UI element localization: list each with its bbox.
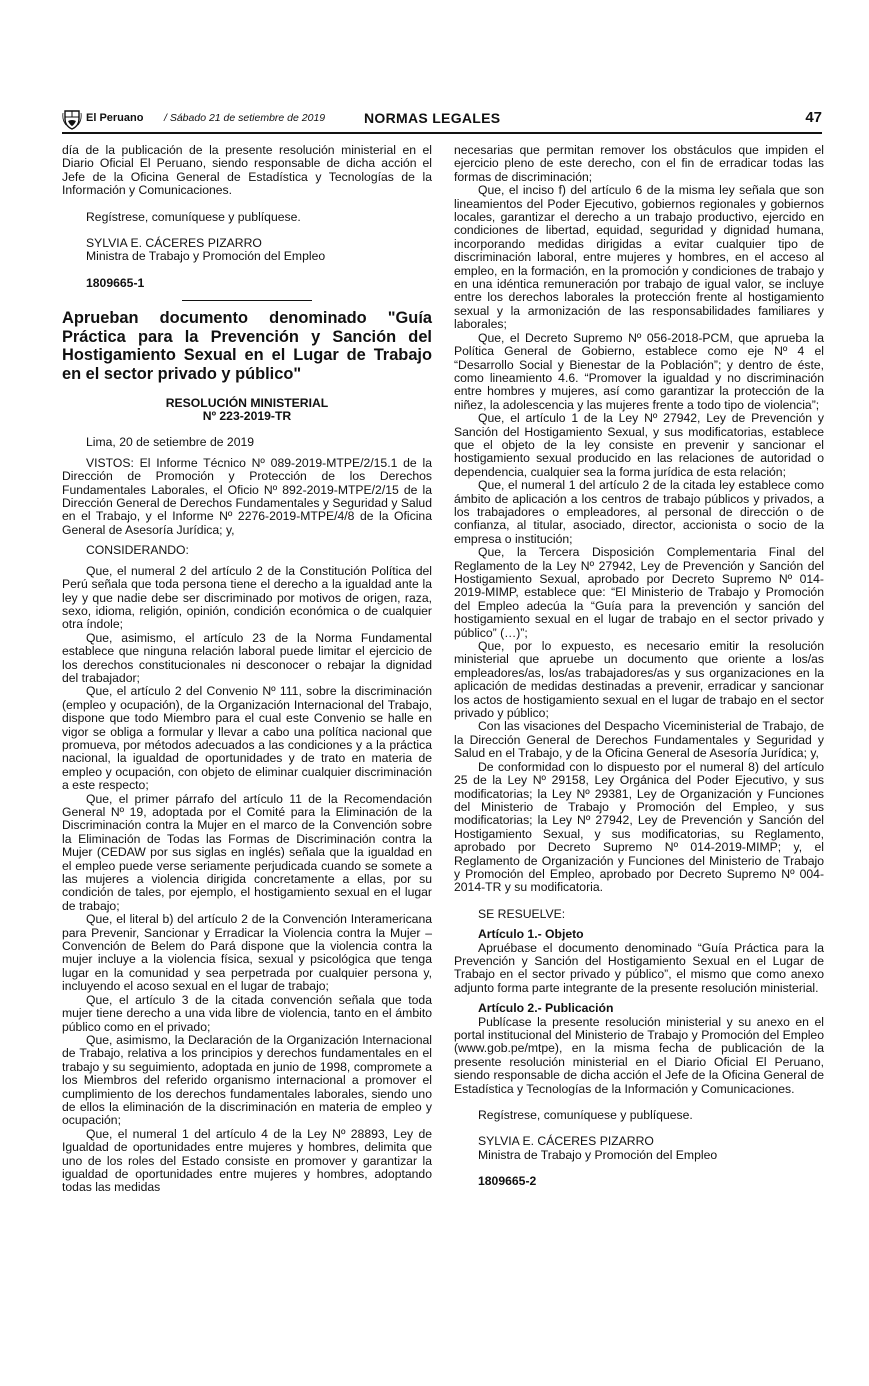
vistos-paragraph: VISTOS: El Informe Técnico Nº 089-2019-MTPE/2/15.1 de la Dirección de Promoción y Protección de los Derechos Fundamentales Laborales, el Oficio Nº 892-2019-MTPE/2/15 de la Dirección General de Derechos Fundamentales y Seguridad y Salud en el Trabajo, y el Informe Nº 2276-2019-MTPE/4/8 de la Oficina General de Asesoría Jurídica; y, [62,455,432,537]
page-number: 47 [805,109,822,126]
signer-name: SYLVIA E. CÁCERES PIZARRO [86,236,262,251]
paragraph: Que, la Tercera Disposición Complementaria Final del Reglamento de la Ley Nº 27942, Ley de Prevención y Sanción del Hostigamiento Sexual, aprobado por Decreto Supremo Nº 014-2019-MIMP, establece que: “El Ministerio de Trabajo y Promoción del Empleo adecúa la “Guía para la prevención y sanción del hostigamiento sexual en el lugar de trabajo en el sector privado y público” (…)”; [454,545,824,640]
place-date: Lima, 20 de setiembre de 2019 [86,435,255,450]
closing-formula: Regístrese, comuníquese y publíquese. [478,1108,693,1123]
paragraph: Que, el numeral 1 del artículo 2 de la citada ley establece como ámbito de aplicación a los centros de trabajo públicos y privados, a los trabajadores o empleadores, al personal de dirección o de confianza, al titular, asociado, director, accionista o socio de la empresa o institución; [454,478,824,546]
paragraph: Que, el inciso f) del artículo 6 de la misma ley señala que son lineamientos del Poder Ejecutivo, gobiernos regionales y gobiernos locales, garantizar el derecho a un trabajo productivo, ejercido en condiciones de libertad, equidad, seguridad y dignidad humana, incorporando medidas dirigidas a evitar cualquier tipo de discriminación laboral, entre mujeres y hombres, en el acceso al empleo, en la formación, en la promoción y condiciones de trabajo y en una idéntica remuneración por trabajo de igual valor, se incluye entre los derechos laborales la protección frente al hostigamiento sexual y la armonización de las responsabilidades familiares y laborales; [454,183,824,332]
paragraph: De conformidad con lo dispuesto por el numeral 8) del artículo 25 de la Ley Nº 29158, Ley Orgánica del Poder Ejecutivo, y sus modificatorias; la Ley Nº 29381, Ley de Organización y Funciones del Ministerio de Trabajo y Promoción del Empleo, y sus modificatorias; la Ley Nº 27942, Ley de Prevención y Sanción del Hostigamiento Sexual, y sus modificatorias, su Reglamento, aprobado por Decreto Supremo Nº 014-2019-MIMP; y, el Reglamento de Organización y Funciones del Ministerio de Trabajo y Promoción del Empleo, aprobado por Decreto Supremo Nº 004-2014-TR y su modificatoria. [454,759,824,895]
issue-date: / Sábado 21 de setiembre de 2019 [164,112,326,124]
se-resuelve-heading: SE RESUELVE: [478,906,566,921]
article-title: Aprueban documento denominado "Guía Práctica para la Prevención y Sanción del Hostigamiento Sexual en el Lugar de Trabajo en el sector privado y público" [62,309,432,384]
signer-title: Ministra de Trabajo y Promoción del Empleo [478,1147,718,1162]
separator-rule [182,300,312,301]
coat-of-arms-icon [62,108,82,130]
paragraph: Con las visaciones del Despacho Viceministerial de Trabajo, de la Dirección General de Derechos Fundamentales y Seguridad y Salud en el Trabajo, y de la Oficina General de Asesoría Jurídica; y, [454,719,824,761]
left-column [62,144,432,1195]
header-rule [62,132,822,134]
article-1-text: Apruébase el documento denominado “Guía Práctica para la Prevención y Sanción del Hostigamiento Sexual en el Lugar de Trabajo en el sector privado y público”, el mismo que como anexo adjunto forma parte integrante de la presente resolución ministerial. [454,940,824,995]
paragraph: Que, el numeral 1 del artículo 4 de la Ley Nº 28893, Ley de Igualdad de oportunidades entre mujeres y hombres, delimita que uno de los roles del Estado consiste en promover y garantizar la igualdad de oportunidades entre mujeres y hombres, adoptando todas las medidas [62,1126,432,1195]
resolution-label: RESOLUCIÓN MINISTERIAL [165,395,329,410]
right-column [454,144,824,1189]
signer-title: Ministra de Trabajo y Promoción del Empleo [86,249,326,264]
publication-code: 1809665-1 [86,275,145,290]
paragraph: Que, asimismo, la Declaración de la Organización Internacional de Trabajo, relativa a los principios y derechos fundamentales en el trabajo y su seguimiento, adoptada en junio de 1998, compromete a los Miembros del referido organismo internacional a promover el cumplimiento de los derechos fundamentales laborales, siendo uno de ellos la eliminación de la discriminación en materia de empleo y ocupación; [62,1032,432,1128]
paragraph: Que, el artículo 1 de la Ley Nº 27942, Ley de Prevención y Sanción del Hostigamiento Sexual, y sus modificatorias, establece que el objeto de la ley consiste en prevenir y sancionar el hostigamiento sexual producido en las relaciones de autoridad o dependencia, cualquier sea la forma jurídica de esta relación; [454,411,824,479]
section-title: NORMAS LEGALES [364,110,501,126]
paragraph: Que, el artículo 3 de la citada convención señala que toda mujer tiene derecho a una vida libre de violencia, tanto en el ámbito público como en el privado; [62,992,432,1034]
considerando-heading: CONSIDERANDO: [86,543,189,558]
article-2-heading: Artículo 2.- Publicación [478,1001,614,1016]
newspaper-name: El Peruano [86,112,144,124]
paragraph: Que, asimismo, el artículo 23 de la Norma Fundamental establece que ninguna relación laboral puede limitar el ejercicio de los derechos constitucionales ni desconocer o rebajar la dignidad del trabajador; [62,630,432,685]
paragraph: Que, el primer párrafo del artículo 11 de la Recomendación General Nº 19, adoptada por el Comité para la Eliminación de la Discriminación contra la Mujer en el marco de la Convención sobre la Eliminación de Todas las Formas de Discriminación contra la Mujer (CEDAW por sus siglas en inglés) señala que la igualdad en el empleo puede verse seriamente perjudicada cuando se somete a las mujeres a violencia dirigida concretamente a ellas, por su condición de tales, por ejemplo, el hostigamiento sexual en el lugar de trabajo; [62,791,432,913]
paragraph: Que, el Decreto Supremo Nº 056-2018-PCM, que aprueba la Política General de Gobierno, establece como eje Nº 4 el “Desarrollo Social y Bienestar de la Población”; y dentro de éste, como lineamiento 4.6. “Promover la igualdad y no discriminación entre hombres y mujeres, así como garantizar la protección de la niñez, la adolescencia y las mujeres frente a todo tipo de violencia”; [454,330,824,412]
publication-code: 1809665-2 [478,1174,537,1189]
paragraph: Que, el numeral 2 del artículo 2 de la Constitución Política del Perú señala que toda persona tiene el derecho a la igualdad ante la ley y que nadie debe ser discriminado por motivos de origen, raza, sexo, idioma, religión, opinión, condición económica o de cualquier otra índole; [62,563,432,632]
article-1-heading: Artículo 1.- Objeto [478,927,584,942]
paragraph: Que, el literal b) del artículo 2 de la Convención Interamericana para Prevenir, Sancionar y Erradicar la Violencia contra la Mujer – Convención de Belem do Pará dispone que la violencia contra la mujer incluye a la violencia física, sexual y psicológica que tenga lugar en la comunidad y sea perpetrada por cualquier persona y, incluyendo el acoso sexual en el lugar de trabajo; [62,912,432,994]
resolution-number: Nº 223-2019-TR [202,409,292,424]
article-2-text: Publícase la presente resolución ministerial y su anexo en el portal institucional del Ministerio de Trabajo y Promoción del Empleo (www.gob.pe/mtpe), en la misma fecha de publicación de la presente resolución ministerial en el Diario Oficial El Peruano, siendo responsable de dicha acción el Jefe de la Oficina General de Estadística y Tecnologías de la Información y Comunicaciones. [454,1014,824,1096]
page-header [62,108,822,130]
paragraph: Que, por lo expuesto, es necesario emitir la resolución ministerial que apruebe un documento que oriente a los/as empleadores/as, los/as trabajadores/as y sus organizaciones en la aplicación de medidas destinadas a prevenir, erradicar y sancionar los actos de hostigamiento sexual en el lugar de trabajo en el sector privado y público; [454,639,824,721]
paragraph-continued: día de la publicación de la presente resolución ministerial en el Diario Oficial El Peruano, siendo responsable de dicha acción el Jefe de la Oficina General de Estadística y Tecnologías de la Información y Comunicaciones. [62,143,432,198]
paragraph-continued: necesarias que permitan remover los obstáculos que impiden el ejercicio pleno de este derecho, con el fin de erradicar todas las formas de discriminación; [454,143,824,184]
closing-formula: Regístrese, comuníquese y publíquese. [86,209,301,224]
signer-name: SYLVIA E. CÁCERES PIZARRO [478,1134,654,1149]
paragraph: Que, el artículo 2 del Convenio Nº 111, sobre la discriminación (empleo y ocupación), de la Organización Internacional del Trabajo, dispone que todo Miembro para el cual este Convenio se halle en vigor se obliga a formular y llevar a cabo una política nacional que promueva, por métodos adecuados a las condiciones y a la práctica nacional, la igualdad de oportunidades y de trato en materia de empleo y ocupación, con objeto de eliminar cualquier discriminación a este respecto; [62,684,432,793]
